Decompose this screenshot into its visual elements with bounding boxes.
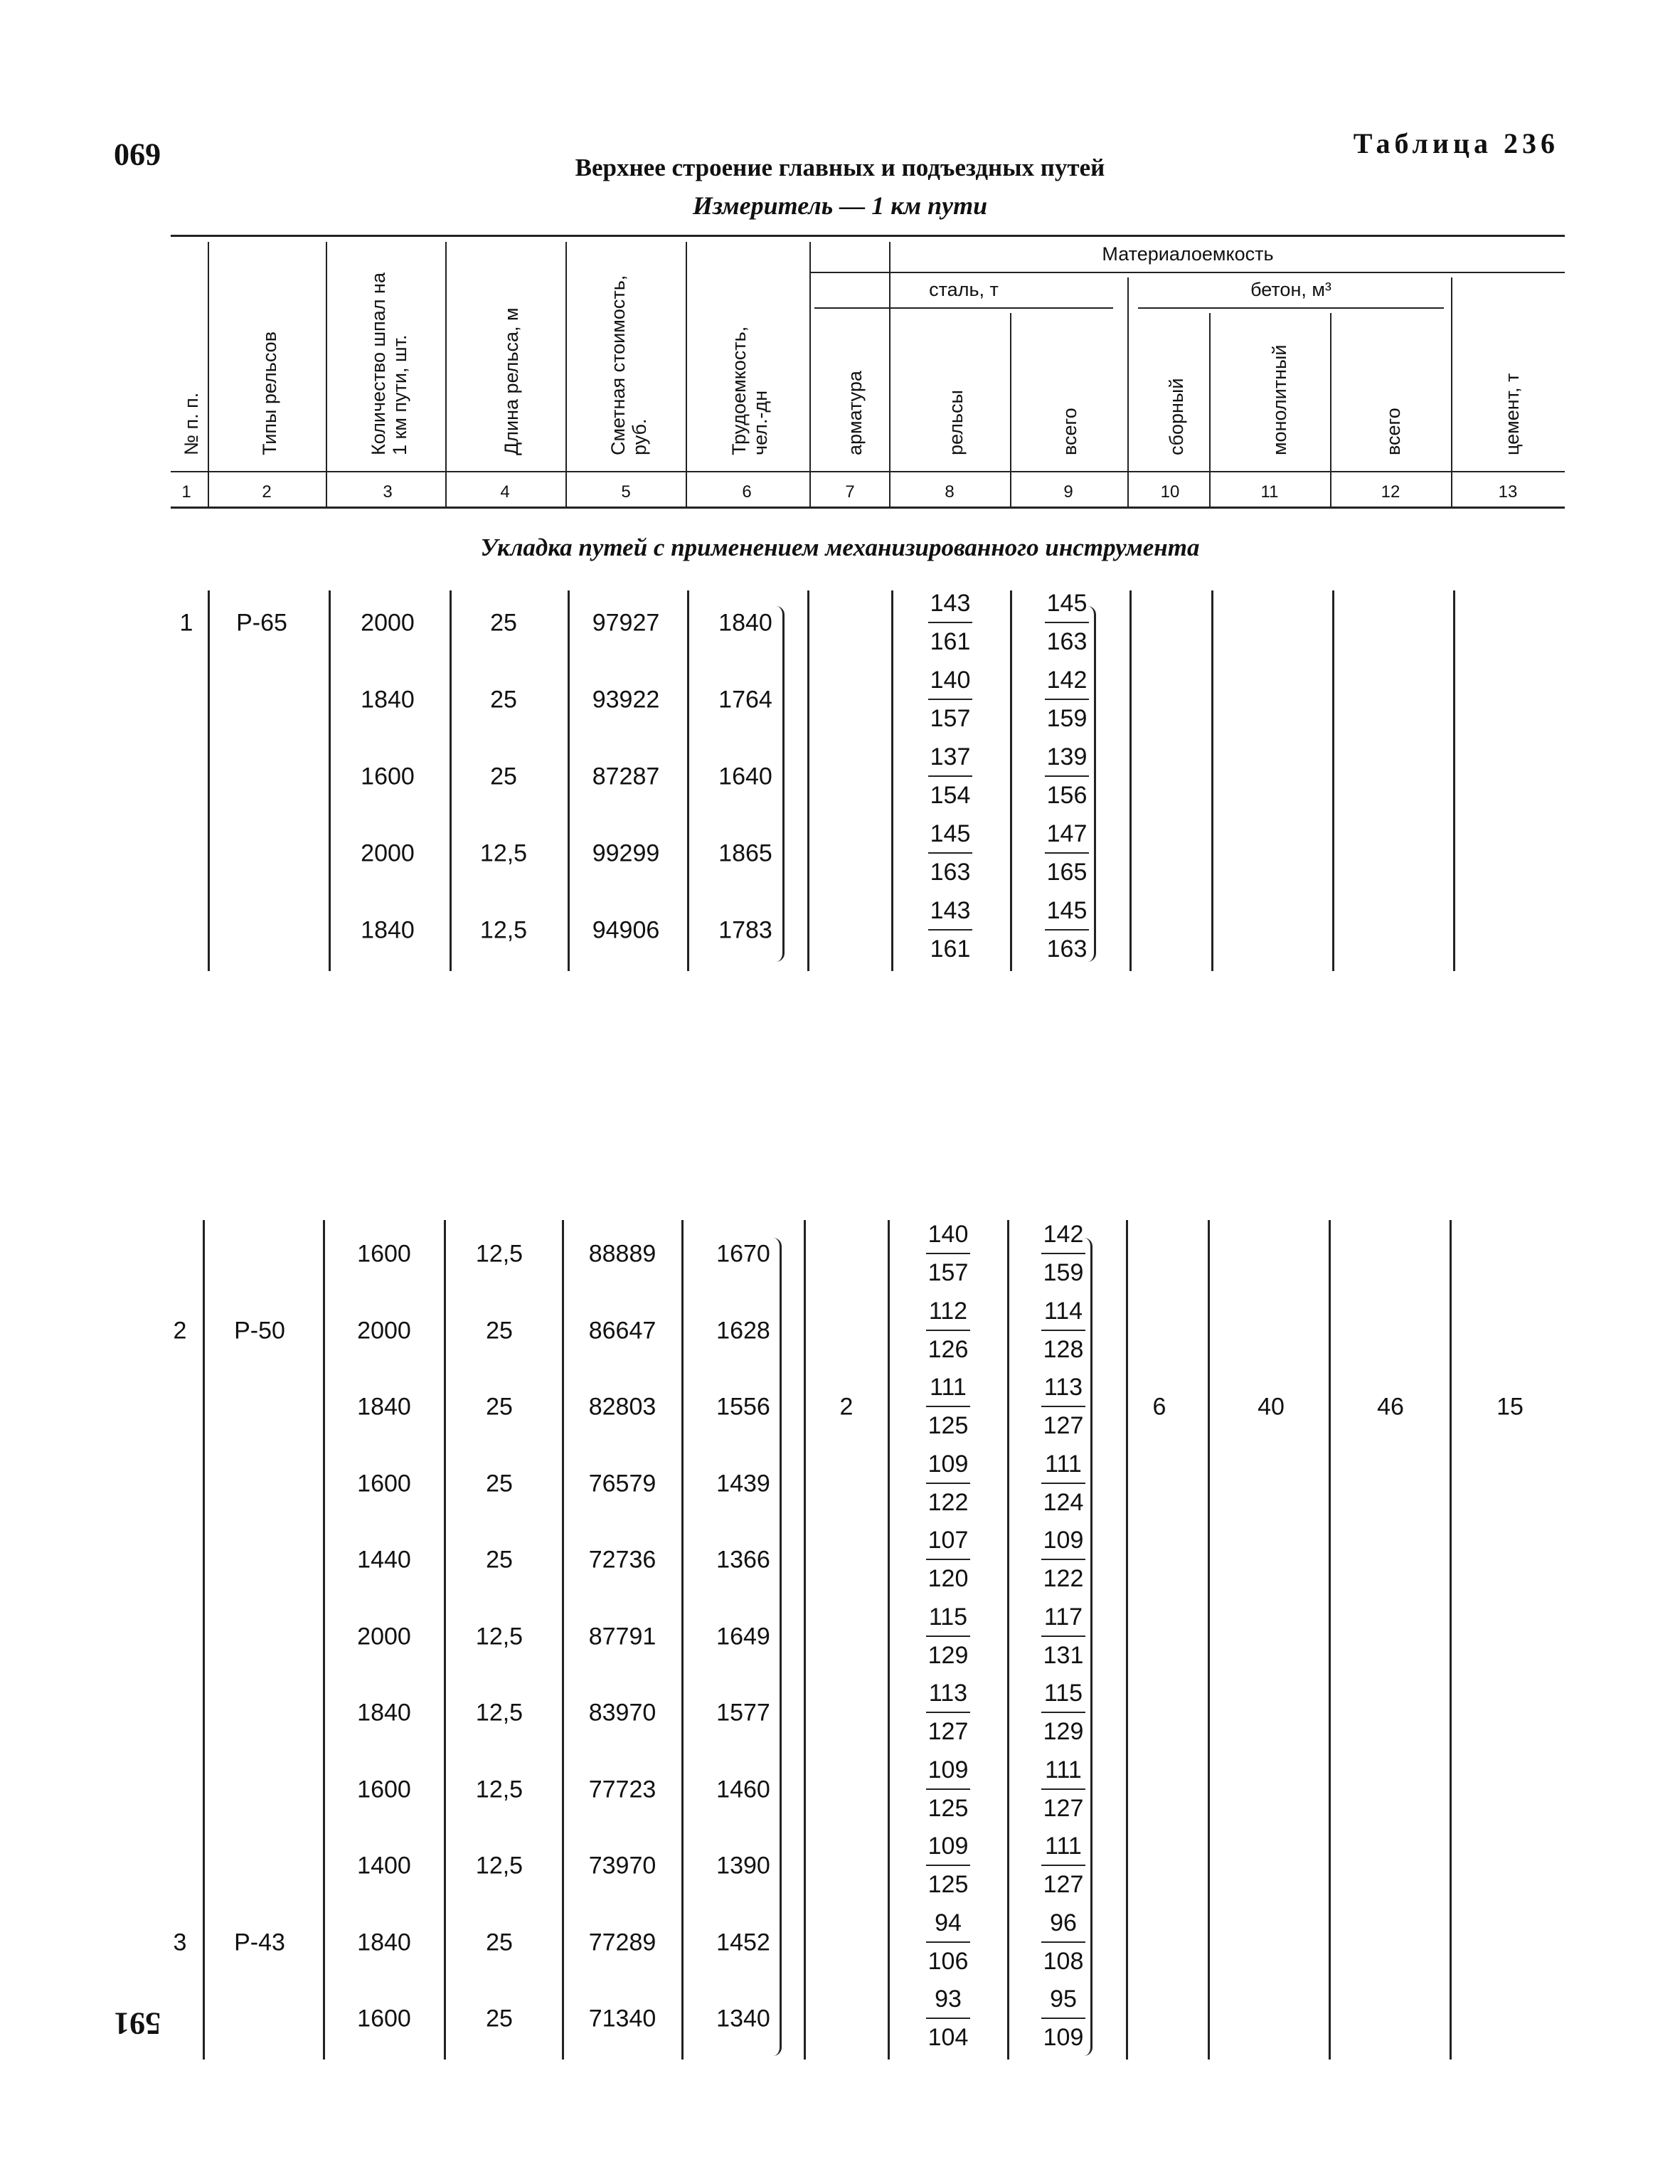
steel-rails-numerator: 113 xyxy=(926,1676,970,1713)
header-steel-total: всего xyxy=(1059,408,1080,455)
steel-total-denominator: 124 xyxy=(1043,1488,1084,1516)
steel-total-numerator: 115 xyxy=(1041,1676,1085,1713)
steel-total-brace xyxy=(1083,1238,1092,2056)
steel-rails-denominator: 157 xyxy=(927,1259,969,1286)
table-title: Верхнее строение главных и подъездных путей xyxy=(575,154,1105,181)
column-number: 5 xyxy=(621,482,631,502)
body-divider xyxy=(1329,1220,1331,2060)
steel-rails-numerator: 109 xyxy=(926,1829,970,1866)
steel-total-numerator: 114 xyxy=(1041,1294,1085,1331)
rail-length: 25 xyxy=(486,1393,513,1421)
sleepers-count: 1840 xyxy=(361,916,415,944)
header-divider xyxy=(809,242,811,507)
header-divider xyxy=(445,242,447,507)
steel-rails-numerator: 111 xyxy=(926,1370,970,1407)
steel-rails-denominator: 125 xyxy=(927,1794,969,1822)
body-divider xyxy=(562,1220,564,2060)
header-numbers-rule xyxy=(171,471,1565,472)
column-number: 1 xyxy=(181,482,191,502)
steel-rails-denominator: 104 xyxy=(927,2024,969,2051)
sleepers-count: 1600 xyxy=(357,1776,411,1803)
estimated-cost: 71340 xyxy=(588,2005,656,2032)
estimated-cost: 77289 xyxy=(588,1929,656,1956)
rail-length: 12,5 xyxy=(475,1240,523,1268)
header-steel-rule xyxy=(814,307,1113,309)
header-precast: сборный xyxy=(1166,378,1187,455)
estimated-cost: 72736 xyxy=(588,1546,656,1574)
rail-length: 12,5 xyxy=(475,1699,523,1727)
steel-rails xyxy=(915,817,986,891)
body-divider xyxy=(323,1220,325,2060)
column-number: 6 xyxy=(742,482,752,502)
column-number: 11 xyxy=(1260,482,1279,502)
steel-total-denominator: 129 xyxy=(1043,1718,1084,1745)
steel-rails-numerator: 107 xyxy=(926,1523,970,1560)
labor-intensity: 1764 xyxy=(718,686,772,714)
labor-intensity: 1577 xyxy=(716,1699,770,1727)
steel-rails-numerator: 137 xyxy=(928,740,972,777)
sleepers-count: 1440 xyxy=(357,1546,411,1574)
body-divider xyxy=(1332,590,1334,971)
steel-rails-numerator: 143 xyxy=(928,894,972,931)
steel-rails-numerator: 145 xyxy=(928,817,972,854)
steel-rails-denominator: 122 xyxy=(927,1488,969,1516)
steel-total-denominator: 131 xyxy=(1043,1641,1084,1669)
labor-intensity: 1640 xyxy=(718,763,772,790)
table-label: Таблица 236 xyxy=(1353,127,1559,159)
header-divider xyxy=(686,242,687,507)
body-divider xyxy=(891,590,893,971)
steel-total-numerator: 111 xyxy=(1041,1447,1085,1484)
steel-rails xyxy=(915,894,986,968)
steel-total-denominator: 108 xyxy=(1043,1947,1084,1975)
row-number: 3 xyxy=(173,1929,187,1956)
steel-total-denominator: 127 xyxy=(1043,1412,1084,1439)
header-divider xyxy=(1209,313,1211,507)
labor-intensity: 1340 xyxy=(716,2005,770,2032)
rail-length: 25 xyxy=(486,1546,513,1574)
steel-total-numerator: 145 xyxy=(1045,894,1089,931)
body-divider xyxy=(444,1220,446,2060)
rail-type: Р-65 xyxy=(236,609,287,637)
body-divider xyxy=(1126,1220,1128,2060)
steel-total-numerator: 111 xyxy=(1041,1753,1085,1790)
steel-rails-numerator: 140 xyxy=(926,1217,970,1254)
rail-length: 12,5 xyxy=(479,839,528,867)
steel-rails xyxy=(913,1753,984,1827)
labor-brace xyxy=(772,1238,782,2056)
sleepers-count: 2000 xyxy=(357,1317,411,1344)
steel-total-denominator: 156 xyxy=(1046,782,1088,809)
steel-rails-denominator: 106 xyxy=(927,1947,969,1975)
body-divider xyxy=(203,1220,205,2060)
rail-length: 12,5 xyxy=(479,916,528,944)
steel-total-denominator: 159 xyxy=(1046,705,1088,732)
estimated-cost: 87791 xyxy=(588,1623,656,1650)
steel-rails-numerator: 112 xyxy=(926,1294,970,1331)
estimated-cost: 87287 xyxy=(592,763,660,790)
body-divider xyxy=(1208,1220,1210,2060)
steel-rails xyxy=(913,1447,984,1521)
steel-total-denominator: 109 xyxy=(1043,2024,1084,2051)
page-number-bottom: 591 xyxy=(114,2006,161,2041)
header-labor: Трудоемкость, чел.-дн xyxy=(728,326,771,455)
rail-length: 25 xyxy=(490,763,517,790)
steel-rails xyxy=(915,740,986,814)
sleepers-count: 2000 xyxy=(361,609,415,637)
header-number: № п. п. xyxy=(181,392,202,455)
estimated-cost: 82803 xyxy=(588,1393,656,1421)
steel-rails-denominator: 157 xyxy=(930,705,971,732)
header-group-rule xyxy=(811,272,1565,273)
steel-rails-denominator: 129 xyxy=(927,1641,969,1669)
steel-rails xyxy=(915,663,986,737)
labor-intensity: 1439 xyxy=(716,1470,770,1497)
header-divider xyxy=(208,242,209,507)
steel-rails xyxy=(913,1829,984,1903)
steel-rails-denominator: 154 xyxy=(930,782,971,809)
row-number: 1 xyxy=(179,609,193,637)
column-number: 9 xyxy=(1063,482,1073,502)
column-number: 2 xyxy=(262,482,272,502)
sleepers-count: 1840 xyxy=(361,686,415,714)
armatura-value: 2 xyxy=(839,1393,854,1421)
steel-total-denominator: 163 xyxy=(1046,935,1088,963)
steel-total-denominator: 128 xyxy=(1043,1335,1084,1363)
sleepers-count: 1600 xyxy=(357,1470,411,1497)
labor-intensity: 1390 xyxy=(716,1852,770,1880)
steel-rails xyxy=(913,1370,984,1444)
body-divider xyxy=(1007,1220,1009,2060)
steel-total-numerator: 95 xyxy=(1041,1982,1085,2019)
steel-rails-numerator: 143 xyxy=(928,586,972,623)
steel-total-denominator: 127 xyxy=(1043,1871,1084,1898)
page-number-top: 690 xyxy=(114,137,161,172)
rail-length: 25 xyxy=(486,1317,513,1344)
steel-total-denominator: 163 xyxy=(1046,628,1088,655)
body-divider xyxy=(804,1220,806,2060)
steel-rails-denominator: 161 xyxy=(930,628,971,655)
steel-rails-numerator: 93 xyxy=(926,1982,970,2019)
header-cost: Сметная стоимость, руб. xyxy=(607,275,650,455)
labor-intensity: 1865 xyxy=(718,839,772,867)
steel-rails xyxy=(915,586,986,660)
steel-rails-denominator: 120 xyxy=(927,1565,969,1592)
steel-total-denominator: 122 xyxy=(1043,1565,1084,1592)
estimated-cost: 77723 xyxy=(588,1776,656,1803)
steel-rails xyxy=(913,1982,984,2056)
sleepers-count: 1840 xyxy=(357,1929,411,1956)
header-monolithic: монолитный xyxy=(1269,344,1290,455)
steel-total-denominator: 159 xyxy=(1043,1259,1084,1286)
labor-intensity: 1783 xyxy=(718,916,772,944)
estimated-cost: 99299 xyxy=(592,839,660,867)
steel-rails xyxy=(913,1523,984,1597)
steel-rails-denominator: 163 xyxy=(930,859,971,886)
steel-rails xyxy=(913,1217,984,1291)
body-divider xyxy=(208,590,210,971)
sleepers-count: 1600 xyxy=(357,2005,411,2032)
steel-rails-denominator: 127 xyxy=(927,1718,969,1745)
header-divider xyxy=(326,242,327,507)
body-divider xyxy=(1129,590,1132,971)
rail-length: 25 xyxy=(486,1470,513,1497)
steel-total-numerator: 113 xyxy=(1041,1370,1085,1407)
header-steel: сталь, т xyxy=(929,279,999,300)
body-divider xyxy=(329,590,331,971)
body-divider xyxy=(1450,1220,1452,2060)
header-concrete: бетон, м³ xyxy=(1250,279,1331,300)
steel-rails-numerator: 109 xyxy=(926,1447,970,1484)
steel-rails-denominator: 161 xyxy=(930,935,971,963)
steel-total-numerator: 109 xyxy=(1041,1523,1085,1560)
header-rail-length: Длина рельса, м xyxy=(501,307,522,455)
cement-value: 15 xyxy=(1496,1393,1524,1421)
sleepers-count: 1840 xyxy=(357,1393,411,1421)
steel-rails xyxy=(913,1600,984,1674)
header-divider xyxy=(1451,277,1452,507)
rail-type: Р-43 xyxy=(234,1929,285,1956)
column-number: 4 xyxy=(500,482,510,502)
header-divider xyxy=(1010,313,1011,507)
header-concrete-rule xyxy=(1138,307,1444,309)
steel-total-numerator: 96 xyxy=(1041,1906,1085,1943)
sleepers-count: 2000 xyxy=(357,1623,411,1650)
body-divider xyxy=(807,590,809,971)
steel-total-numerator: 142 xyxy=(1045,663,1089,700)
body-divider xyxy=(1211,590,1213,971)
rail-length: 12,5 xyxy=(475,1852,523,1880)
body-divider xyxy=(450,590,452,971)
labor-intensity: 1840 xyxy=(718,609,772,637)
steel-total-numerator: 111 xyxy=(1041,1829,1085,1866)
labor-intensity: 1460 xyxy=(716,1776,770,1803)
rail-type: Р-50 xyxy=(234,1317,285,1344)
labor-intensity: 1452 xyxy=(716,1929,770,1956)
estimated-cost: 94906 xyxy=(592,916,660,944)
header-rails: рельсы xyxy=(945,390,967,455)
header-top-rule xyxy=(171,235,1565,237)
steel-total-denominator: 127 xyxy=(1043,1794,1084,1822)
estimated-cost: 97927 xyxy=(592,609,660,637)
column-number: 10 xyxy=(1160,482,1180,502)
estimated-cost: 88889 xyxy=(588,1240,656,1268)
estimated-cost: 73970 xyxy=(588,1852,656,1880)
sleepers-count: 1600 xyxy=(361,763,415,790)
steel-rails-denominator: 125 xyxy=(927,1871,969,1898)
column-number: 8 xyxy=(945,482,955,502)
rail-length: 25 xyxy=(490,686,517,714)
header-sleepers: Количество шпал на 1 км пути, шт. xyxy=(368,272,410,455)
column-number: 13 xyxy=(1498,482,1518,502)
steel-rails-numerator: 115 xyxy=(926,1600,970,1637)
steel-total-numerator: 142 xyxy=(1041,1217,1085,1254)
steel-total-numerator: 139 xyxy=(1045,740,1089,777)
column-number: 12 xyxy=(1381,482,1400,502)
body-divider xyxy=(568,590,570,971)
sleepers-count: 1400 xyxy=(357,1852,411,1880)
steel-rails-numerator: 140 xyxy=(928,663,972,700)
steel-total-brace xyxy=(1087,606,1096,962)
body-divider xyxy=(888,1220,890,2060)
labor-intensity: 1366 xyxy=(716,1546,770,1574)
labor-intensity: 1628 xyxy=(716,1317,770,1344)
body-divider xyxy=(1010,590,1012,971)
labor-intensity: 1556 xyxy=(716,1393,770,1421)
header-divider xyxy=(1127,277,1129,507)
steel-total-numerator: 117 xyxy=(1041,1600,1085,1637)
steel-rails-denominator: 126 xyxy=(927,1335,969,1363)
estimated-cost: 83970 xyxy=(588,1699,656,1727)
rail-length: 25 xyxy=(486,1929,513,1956)
steel-total-denominator: 165 xyxy=(1046,859,1088,886)
concrete-total-value: 46 xyxy=(1377,1393,1404,1421)
header-divider xyxy=(1330,313,1331,507)
section-title: Укладка путей с применением механизированного инструмента xyxy=(480,534,1200,561)
estimated-cost: 76579 xyxy=(588,1470,656,1497)
body-divider xyxy=(681,1220,684,2060)
header-cement: цемент, т xyxy=(1501,373,1523,455)
precast-concrete-value: 6 xyxy=(1152,1393,1166,1421)
steel-rails xyxy=(913,1676,984,1750)
rail-length: 12,5 xyxy=(475,1623,523,1650)
monolithic-concrete-value: 40 xyxy=(1258,1393,1285,1421)
header-divider xyxy=(565,242,567,507)
rail-length: 25 xyxy=(486,2005,513,2032)
estimated-cost: 86647 xyxy=(588,1317,656,1344)
column-number: 3 xyxy=(383,482,393,502)
column-number: 7 xyxy=(845,482,855,502)
body-divider xyxy=(687,590,689,971)
steel-rails xyxy=(913,1906,984,1980)
steel-rails xyxy=(913,1294,984,1368)
rail-length: 25 xyxy=(490,609,517,637)
steel-total-numerator: 147 xyxy=(1045,817,1089,854)
sleepers-count: 1600 xyxy=(357,1240,411,1268)
sleepers-count: 2000 xyxy=(361,839,415,867)
sleepers-count: 1840 xyxy=(357,1699,411,1727)
steel-total-numerator: 145 xyxy=(1045,586,1089,623)
steel-rails-numerator: 94 xyxy=(926,1906,970,1943)
row-number: 2 xyxy=(173,1317,187,1344)
estimated-cost: 93922 xyxy=(592,686,660,714)
rail-length: 12,5 xyxy=(475,1776,523,1803)
labor-brace xyxy=(775,606,785,962)
steel-rails-denominator: 125 xyxy=(927,1412,969,1439)
header-materials: Материалоемкость xyxy=(1102,243,1274,265)
header-concrete-total: всего xyxy=(1383,408,1404,455)
header-rail-type: Типы рельсов xyxy=(259,331,280,455)
table-measure: Измеритель — 1 км пути xyxy=(692,191,988,220)
header-armatura: арматура xyxy=(844,371,866,455)
header-bottom-rule xyxy=(171,507,1565,509)
labor-intensity: 1670 xyxy=(716,1240,770,1268)
steel-rails-numerator: 109 xyxy=(926,1753,970,1790)
labor-intensity: 1649 xyxy=(716,1623,770,1650)
body-divider xyxy=(1453,590,1455,971)
